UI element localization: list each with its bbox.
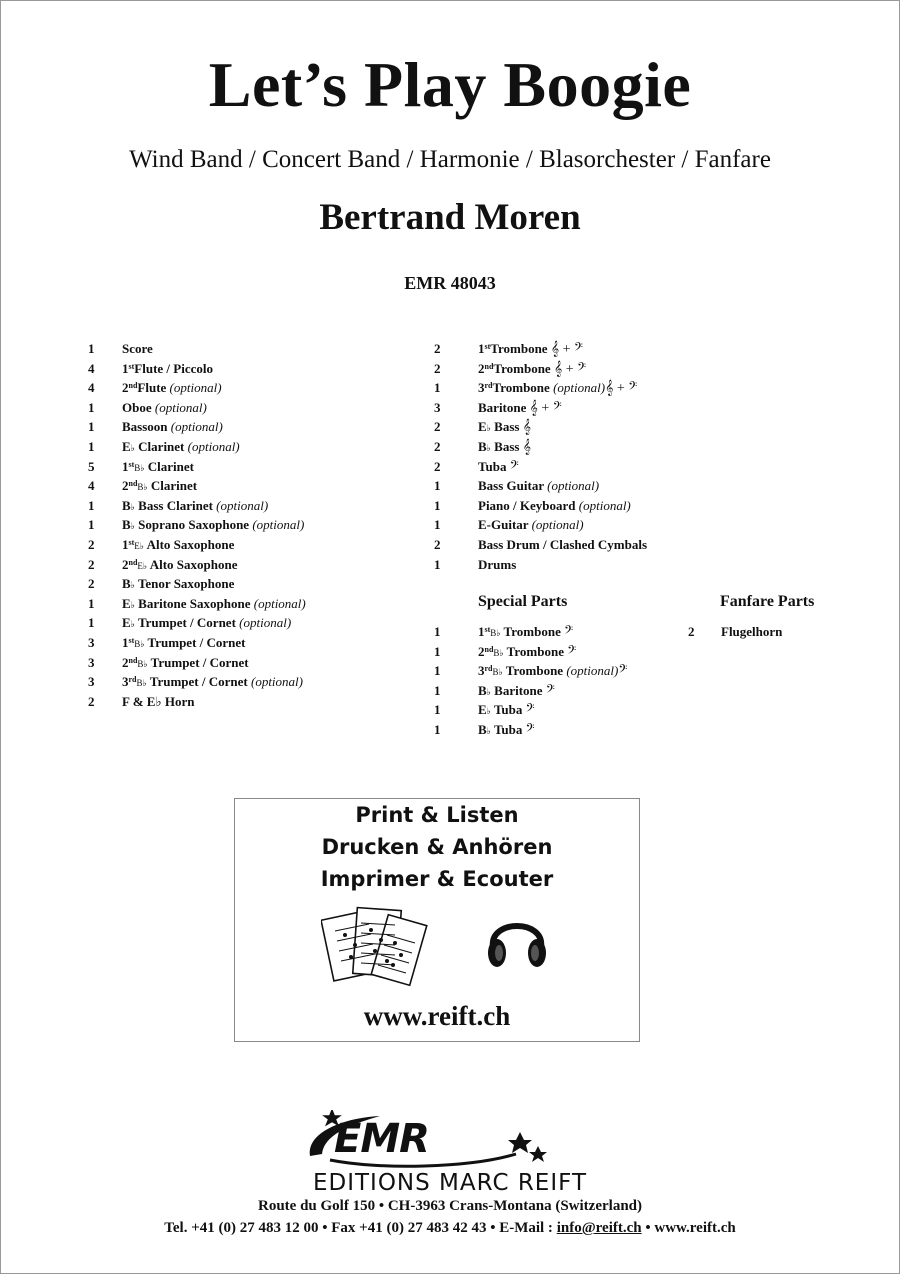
part-instrument: Alto Saxophone bbox=[146, 536, 235, 552]
part-key: ♭ bbox=[130, 501, 135, 512]
part-optional: (optional) bbox=[216, 497, 269, 513]
part-instrument: Flute / Piccolo bbox=[134, 360, 213, 376]
part-prefix: E bbox=[122, 595, 131, 611]
part-quantity: 1 bbox=[88, 438, 95, 454]
part-key: B♭ bbox=[134, 462, 145, 473]
part-quantity: 1 bbox=[434, 702, 441, 718]
print-listen-box bbox=[234, 798, 640, 1042]
part-key: ♭ bbox=[130, 599, 135, 610]
part-instrument: Clarinet bbox=[150, 478, 198, 494]
part-instrument: Drums bbox=[478, 556, 517, 572]
part-ordinal-suffix: rd bbox=[484, 664, 493, 674]
catalog-number: EMR 48043 bbox=[404, 273, 496, 293]
part-prefix: 2 bbox=[122, 654, 129, 670]
part-instrument: Bassoon bbox=[122, 419, 168, 435]
part-key: ♭ bbox=[130, 619, 135, 630]
part-ordinal-suffix: nd bbox=[484, 644, 494, 654]
part-key: ♭ bbox=[486, 725, 491, 736]
part-name bbox=[122, 633, 246, 655]
part-name bbox=[478, 437, 531, 459]
part-key: ♭ bbox=[486, 442, 491, 453]
part-instrument: Flute bbox=[137, 380, 167, 396]
part-name bbox=[478, 339, 583, 360]
contact-website: • www.reift.ch bbox=[641, 1220, 736, 1236]
part-quantity: 2 bbox=[434, 341, 441, 356]
part-quantity: 1 bbox=[434, 624, 441, 639]
part-clef: 𝄢 bbox=[567, 644, 577, 660]
part-optional: (optional) bbox=[253, 595, 306, 611]
part-quantity: 2 bbox=[88, 536, 95, 552]
part-optional: (optional) bbox=[239, 615, 292, 631]
part-instrument: E-Guitar bbox=[478, 517, 529, 533]
composer-name: Bertrand Moren bbox=[319, 197, 581, 238]
publisher-contact bbox=[0, 1220, 900, 1237]
part-key: B♭ bbox=[137, 482, 148, 493]
part-name bbox=[478, 661, 627, 683]
part-key: ♭ bbox=[486, 423, 491, 434]
part-quantity: 1 bbox=[434, 380, 441, 396]
part-name bbox=[478, 476, 599, 496]
part-optional: (optional) bbox=[187, 438, 240, 454]
part-prefix: E bbox=[122, 615, 131, 631]
part-name bbox=[478, 457, 519, 478]
emr-logo-text: EMR bbox=[334, 1116, 429, 1162]
contact-phone-fax: Tel. +41 (0) 27 483 12 00 • Fax +41 (0) 27 483 42 43 • E-Mail : bbox=[164, 1220, 557, 1236]
part-clef: 𝄢 bbox=[509, 459, 519, 475]
part-name bbox=[478, 398, 562, 419]
headphones-icon bbox=[485, 905, 549, 975]
part-name bbox=[122, 417, 223, 437]
part-quantity: 2 bbox=[434, 438, 441, 454]
part-quantity: 1 bbox=[88, 615, 95, 631]
part-key: B♭ bbox=[137, 658, 148, 669]
part-key: ♭ bbox=[486, 706, 491, 717]
part-quantity: 4 bbox=[88, 380, 95, 396]
part-prefix: 2 bbox=[478, 360, 485, 376]
part-name bbox=[122, 672, 303, 694]
part-clef: 𝄞 bbox=[522, 439, 531, 455]
part-instrument: Trumpet / Cornet bbox=[150, 654, 249, 670]
part-quantity: 1 bbox=[434, 721, 441, 737]
part-quantity: 1 bbox=[434, 517, 441, 533]
part-quantity: 1 bbox=[88, 419, 95, 435]
part-ordinal-suffix: st bbox=[128, 537, 135, 547]
part-quantity: 2 bbox=[88, 693, 95, 709]
part-optional: (optional) bbox=[531, 517, 584, 533]
part-prefix: 3 bbox=[122, 674, 129, 690]
page-title: Let’s Play Boogie bbox=[208, 49, 692, 120]
part-optional: (optional) bbox=[170, 419, 223, 435]
part-prefix: E bbox=[122, 438, 131, 454]
part-instrument: Trumpet / Cornet bbox=[149, 674, 248, 690]
part-name bbox=[122, 378, 222, 398]
part-clef: 𝄢 bbox=[525, 722, 535, 738]
part-key: ♭ bbox=[130, 580, 135, 591]
part-instrument: Tenor Saxophone bbox=[137, 576, 235, 592]
part-name bbox=[122, 398, 207, 418]
part-optional: (optional) bbox=[553, 380, 606, 396]
part-ordinal-suffix: st bbox=[128, 361, 135, 371]
part-quantity: 1 bbox=[434, 643, 441, 659]
part-instrument: Tuba bbox=[478, 458, 507, 474]
part-name bbox=[122, 535, 234, 557]
part-name bbox=[478, 359, 586, 380]
part-ordinal-suffix: nd bbox=[128, 479, 138, 489]
part-name bbox=[721, 622, 782, 642]
part-prefix: B bbox=[122, 576, 131, 592]
promo-line-german: Drucken & Anhören bbox=[321, 835, 553, 859]
part-quantity: 3 bbox=[88, 634, 95, 650]
part-ordinal-suffix: rd bbox=[484, 381, 493, 391]
part-ordinal-suffix: nd bbox=[128, 557, 138, 567]
part-quantity: 1 bbox=[88, 399, 95, 415]
part-instrument: Bass Clarinet bbox=[138, 497, 213, 513]
part-name bbox=[122, 359, 213, 379]
part-quantity: 3 bbox=[434, 399, 441, 415]
part-ordinal-suffix: st bbox=[484, 625, 491, 634]
part-instrument: Trombone bbox=[505, 663, 564, 679]
part-name bbox=[478, 417, 531, 439]
part-name bbox=[478, 700, 535, 722]
part-ordinal-suffix: nd bbox=[484, 361, 494, 371]
part-quantity: 3 bbox=[88, 654, 95, 670]
promo-line-french: Imprimer & Ecouter bbox=[320, 867, 554, 891]
part-quantity: 4 bbox=[88, 478, 95, 494]
part-instrument: F & E♭ Horn bbox=[122, 693, 195, 709]
part-optional: (optional) bbox=[250, 674, 303, 690]
part-instrument: Piano / Keyboard bbox=[478, 497, 576, 513]
part-prefix: 3 bbox=[478, 380, 485, 396]
part-prefix: B bbox=[478, 721, 487, 737]
part-prefix: 2 bbox=[122, 478, 129, 494]
part-quantity: 1 bbox=[88, 341, 95, 356]
part-instrument: Trumpet / Cornet bbox=[137, 615, 236, 631]
part-name bbox=[478, 378, 637, 399]
part-prefix: B bbox=[122, 497, 131, 513]
part-ordinal-suffix: st bbox=[128, 459, 135, 469]
part-ordinal-suffix: nd bbox=[128, 655, 138, 665]
part-prefix: B bbox=[478, 438, 487, 454]
part-instrument: Score bbox=[122, 341, 153, 356]
part-quantity: 1 bbox=[434, 497, 441, 513]
part-name bbox=[122, 457, 194, 479]
instrumentation-subtitle: Wind Band / Concert Band / Harmonie / Blasorchester / Fanfare bbox=[129, 146, 771, 173]
part-instrument: Alto Saxophone bbox=[149, 556, 238, 572]
part-name bbox=[122, 594, 306, 616]
publisher-name: EDITIONS MARC REIFT bbox=[312, 1170, 588, 1196]
part-clef: 𝄞 + 𝄢 bbox=[550, 342, 584, 357]
part-instrument: Bass bbox=[494, 419, 520, 435]
part-clef: 𝄢 bbox=[564, 625, 574, 640]
part-clef: 𝄞 + 𝄢 bbox=[529, 400, 562, 416]
part-instrument: Trombone bbox=[506, 643, 564, 659]
part-key: B♭ bbox=[134, 638, 145, 649]
part-key: ♭ bbox=[130, 521, 135, 532]
part-name bbox=[122, 515, 304, 537]
part-ordinal-suffix: rd bbox=[128, 675, 137, 685]
part-name bbox=[478, 622, 573, 644]
part-name bbox=[478, 496, 631, 516]
part-ordinal-suffix: nd bbox=[128, 381, 138, 391]
part-name bbox=[122, 692, 194, 712]
part-prefix: 1 bbox=[122, 360, 129, 376]
part-prefix: 1 bbox=[478, 624, 485, 639]
fanfare-parts-heading: Fanfare Parts bbox=[720, 593, 815, 610]
part-name bbox=[122, 339, 153, 359]
part-ordinal-suffix: st bbox=[484, 342, 491, 351]
publisher-address: Route du Golf 150 • CH-3963 Crans-Montana (Switzerland) bbox=[258, 1198, 642, 1214]
part-quantity: 2 bbox=[88, 556, 95, 572]
part-quantity: 1 bbox=[88, 497, 95, 513]
part-name bbox=[122, 437, 240, 459]
part-instrument: Soprano Saxophone bbox=[138, 517, 250, 533]
part-prefix: 2 bbox=[122, 380, 129, 396]
part-instrument: Baritone Saxophone bbox=[138, 595, 251, 611]
part-quantity: 2 bbox=[688, 624, 695, 639]
part-instrument: Trombone bbox=[490, 341, 548, 356]
emr-logo bbox=[300, 1110, 570, 1172]
part-name bbox=[122, 613, 291, 635]
part-prefix: 3 bbox=[478, 663, 485, 679]
part-clef: 𝄞 bbox=[522, 420, 531, 436]
part-optional: (optional) bbox=[169, 380, 222, 396]
part-quantity: 1 bbox=[88, 595, 95, 611]
part-name bbox=[478, 535, 647, 555]
part-instrument: Baritone bbox=[494, 682, 543, 698]
part-name bbox=[478, 555, 516, 575]
part-quantity: 2 bbox=[88, 576, 95, 592]
part-quantity: 2 bbox=[434, 536, 441, 552]
part-key: B♭ bbox=[490, 628, 501, 638]
part-optional: (optional) bbox=[578, 497, 631, 513]
part-optional: (optional) bbox=[547, 478, 600, 494]
part-prefix: 1 bbox=[122, 536, 129, 552]
part-prefix: E bbox=[478, 419, 487, 435]
part-quantity: 1 bbox=[434, 663, 441, 679]
part-clef: 𝄢 bbox=[545, 683, 555, 699]
part-instrument: Trombone bbox=[492, 380, 550, 396]
part-name bbox=[478, 720, 535, 742]
part-quantity: 1 bbox=[434, 682, 441, 698]
part-quantity: 2 bbox=[434, 458, 441, 474]
part-instrument: Tuba bbox=[493, 702, 523, 718]
part-instrument: Trumpet / Cornet bbox=[147, 634, 246, 650]
special-parts-heading: Special Parts bbox=[478, 593, 568, 610]
part-name bbox=[478, 681, 555, 703]
part-quantity: 1 bbox=[434, 556, 441, 572]
part-name bbox=[122, 653, 249, 675]
part-key: E♭ bbox=[137, 560, 148, 571]
part-instrument: Baritone bbox=[478, 399, 527, 415]
part-key: B♭ bbox=[492, 667, 503, 678]
part-name bbox=[122, 476, 197, 498]
part-instrument: Clarinet bbox=[138, 438, 185, 454]
part-prefix: 1 bbox=[122, 458, 129, 474]
part-prefix: 2 bbox=[122, 556, 129, 572]
part-prefix: 1 bbox=[122, 634, 129, 650]
part-quantity: 2 bbox=[434, 419, 441, 435]
part-clef: 𝄢 bbox=[525, 703, 535, 719]
part-quantity: 5 bbox=[88, 458, 95, 474]
part-instrument: Tuba bbox=[493, 721, 523, 737]
part-quantity: 3 bbox=[88, 674, 95, 690]
part-clef: 𝄞 + 𝄢 bbox=[605, 381, 638, 397]
part-instrument: Trombone bbox=[493, 360, 551, 376]
part-name bbox=[122, 496, 268, 518]
part-instrument: Clarinet bbox=[147, 458, 194, 474]
promo-website[interactable]: www.reift.ch bbox=[363, 1001, 511, 1031]
part-name bbox=[122, 555, 237, 577]
part-instrument: Trombone bbox=[503, 624, 561, 639]
part-instrument: Bass bbox=[494, 438, 520, 454]
part-clef: 𝄞 + 𝄢 bbox=[553, 361, 587, 377]
part-key: B♭ bbox=[136, 678, 147, 689]
part-optional: (optional) bbox=[154, 399, 207, 415]
part-quantity: 1 bbox=[88, 517, 95, 533]
part-instrument: Flugelhorn bbox=[721, 624, 783, 639]
part-prefix: E bbox=[478, 702, 487, 718]
part-quantity: 1 bbox=[434, 478, 441, 494]
part-name bbox=[122, 574, 234, 596]
part-key: ♭ bbox=[486, 686, 491, 697]
part-quantity: 2 bbox=[434, 360, 441, 376]
part-prefix: B bbox=[122, 517, 131, 533]
part-instrument: Bass Guitar bbox=[478, 478, 544, 494]
part-prefix: 1 bbox=[478, 341, 485, 356]
part-quantity: 4 bbox=[88, 360, 95, 376]
part-prefix: B bbox=[478, 682, 487, 698]
part-key: B♭ bbox=[493, 647, 504, 658]
part-ordinal-suffix: st bbox=[128, 635, 135, 645]
part-name bbox=[478, 515, 584, 535]
sheet-music-icon bbox=[321, 905, 431, 995]
part-optional: (optional) bbox=[566, 663, 619, 679]
part-clef: 𝄢 bbox=[618, 664, 628, 680]
promo-line-english: Print & Listen bbox=[355, 803, 519, 827]
part-key: ♭ bbox=[130, 442, 135, 453]
part-key: E♭ bbox=[134, 540, 145, 551]
part-prefix: 2 bbox=[478, 643, 485, 659]
email-link[interactable]: info@reift.ch bbox=[556, 1220, 642, 1236]
part-optional: (optional) bbox=[252, 517, 305, 533]
part-instrument: Oboe bbox=[122, 399, 152, 415]
part-instrument: Bass Drum / Clashed Cymbals bbox=[478, 536, 648, 552]
part-name bbox=[478, 642, 576, 664]
